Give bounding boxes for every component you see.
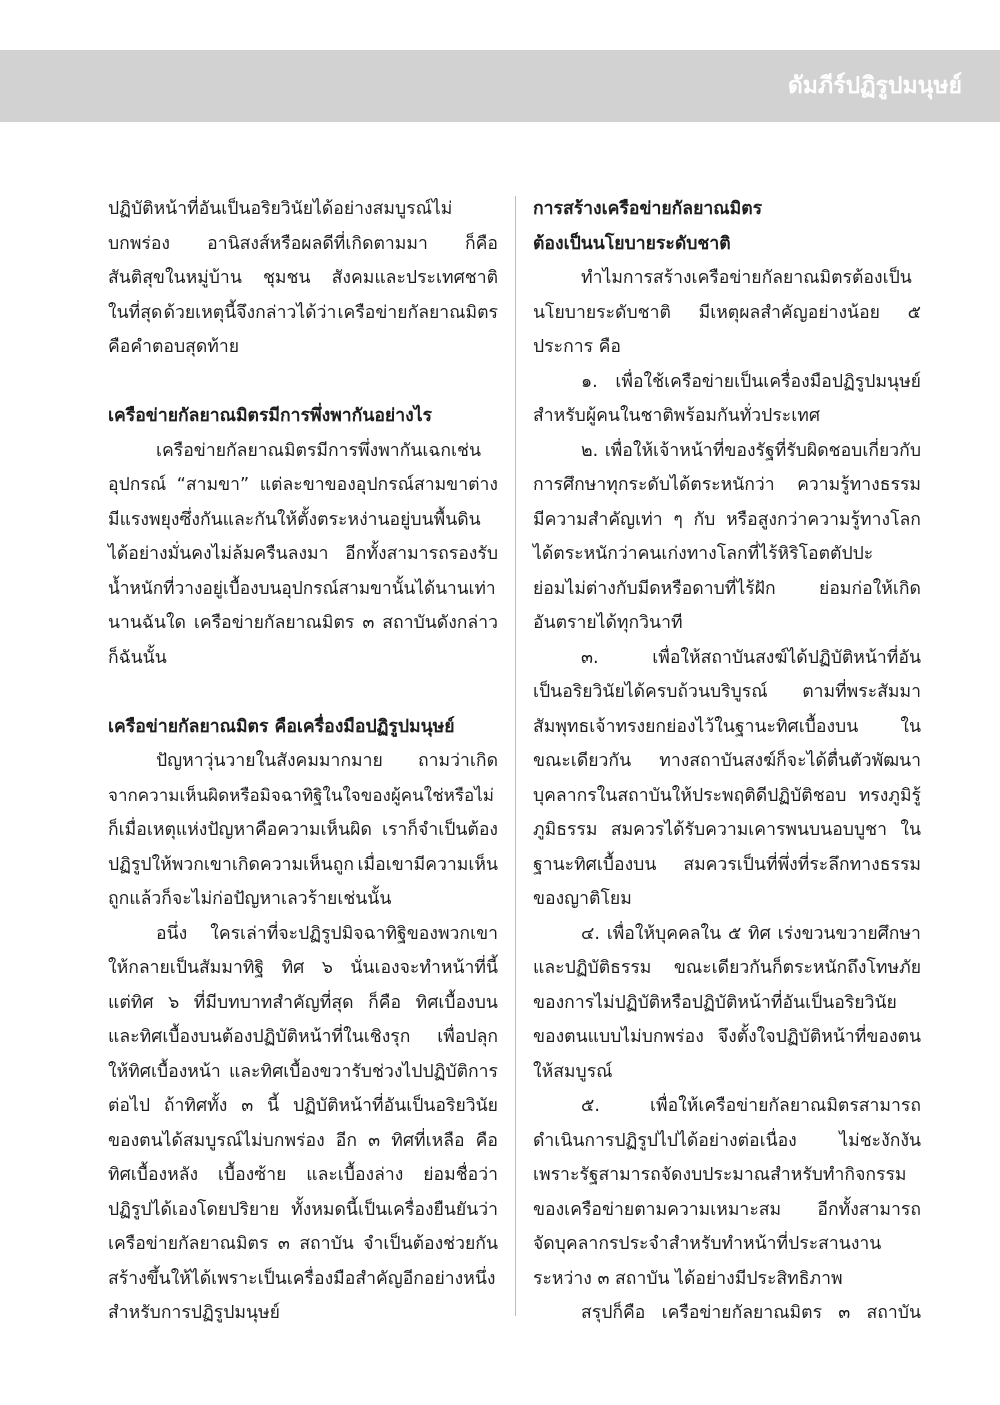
word: สัมพุทธเจ้าทรงยกย่องไว้ในฐานะทิศเบื้องบน [533,716,859,737]
word: ชุมชน [262,268,311,288]
right-column [533,192,921,1331]
text-line: สำหรับผู้คนในชาติพร้อมกันทั่วประเทศ [533,406,821,426]
word: ๓ [241,1096,254,1116]
text-line [533,365,921,400]
word: บุคลากรในสถาบันให้ประพฤติดีปฏิบัติชอบ [533,785,847,806]
word: ให้กลายเป็นสัมมาทิฐิ [108,958,265,978]
text-line [108,468,498,503]
word: ใครเล่าที่จะปฏิรูปมิจฉาทิฐิของพวกเขา [210,923,498,944]
text-line [533,779,921,814]
word: ๓ [277,1234,290,1254]
word: ด้วยเหตุนี้จึงกล่าวได้ว่า [163,302,337,323]
text-line [533,813,921,848]
word: นั่นเองจะทำหน้าที่นี้ [350,958,498,978]
text-line: ของญาติโยม [533,889,632,909]
column-divider [515,196,516,1316]
word: ที่มีบทบาทสำคัญที่สุด [193,992,354,1013]
word: สถาบัน [299,1234,354,1254]
text-line [533,296,921,331]
word: และทิศเบื้องบนต้องปฏิบัติหน้าที่ในเชิงรุก [108,1027,411,1047]
text-line: ก็ฉันนั้น [108,647,167,668]
text-line [533,1124,921,1159]
word: ทิศเบื้องบน [415,992,498,1013]
word: และเบื้องล่าง [306,1165,404,1185]
word: แต่ทิศ [108,992,154,1013]
word: ถามว่าเกิด [418,751,498,771]
text-line: อันตรายได้ทุกวินาที [533,613,683,633]
word: ๔. [581,923,600,944]
word: ของเครือข่ายตามความเหมาะสม [533,1199,782,1220]
word: ปฏิรูปให้พวกเขาเกิดความเห็นถูก [108,854,354,875]
word: กับ [693,509,716,530]
word: ของตนแบบไม่บกพร่อง [533,1027,704,1047]
word: ๕. [581,1096,600,1116]
word: ย่อมก่อให้เกิด [819,578,921,599]
text-line [533,1296,921,1331]
text-line [533,744,921,779]
text-line [108,296,498,331]
word: ทิศ [748,923,771,944]
word: ๕ [727,923,742,944]
text-line: คือคำตอบสุดท้าย [108,337,240,357]
text-line [108,537,498,572]
text-line [108,1193,498,1228]
word: ทิศ [281,958,305,978]
text-line: ประการ คือ [533,337,621,357]
word: อีกทั้งสามารถรองรับ [345,544,498,564]
word: ๕ [907,302,921,323]
paragraph-gap [108,365,498,400]
word: เพื่อปลุก [437,1027,498,1047]
text-line [108,1124,498,1159]
text-line [533,710,921,745]
word: ก็เมื่อเหตุแห่งปัญหาคือความเห็นผิด [108,820,372,840]
text-line [108,917,498,952]
word: นานฉันใด [108,613,186,633]
word: ขณะเดียวกันก็ตระหนักถึงโทษภัย [673,958,921,978]
word: การศึกษาทุกระดับได้ตระหนักว่า [533,475,775,495]
word: ปัญหาวุ่นวายในสังคมมากมาย [156,751,383,771]
word: ทิศเบื้องหลัง [108,1165,199,1185]
word: เครือข่ายกัลยาณมิตร [661,1303,823,1323]
text-line [108,227,498,262]
word: อุปกรณ์ [108,475,167,495]
word: ๓. [581,647,599,668]
paragraph-gap [108,675,498,710]
text-line [533,675,921,710]
word: ๑. [581,371,598,392]
text-line [533,1193,921,1228]
text-line [533,951,921,986]
word: เมื่อเขามีความเห็น [357,854,498,875]
word: ๓ [838,1303,851,1323]
word: ๓ [368,1130,381,1151]
word: ๆ [673,509,683,530]
word: ๖ [168,992,180,1013]
word: ๖ [321,958,333,978]
text-line: จากความเห็นผิดหรือมิจฉาทิฐิในใจของผู้คนใช่หรือไม่ [108,785,494,806]
word: เครือข่ายกัลยาณมิตร [337,302,498,323]
text-line: ให้สมบูรณ์ [533,1061,613,1082]
header-band [0,50,1000,122]
word: อานิสงส์หรือผลดีที่เกิดตามมา [207,233,428,254]
text-line [108,1227,498,1262]
section-heading: การสร้างเครือข่ายกัลยาณมิตร [533,199,763,219]
text-line [533,1089,921,1124]
word: ให้ทิศเบื้องหน้า [108,1061,221,1082]
word: เพื่อใช้เครือข่ายเป็นเครื่องมือปฏิรูปมนุษย์ [615,371,921,392]
word: “สามขา” [176,475,250,495]
section-heading: เครือข่ายกัลยาณมิตร คือเครื่องมือปฏิรูปมนุษย์ [108,716,455,737]
text-line [533,641,921,676]
section-heading: ต้องเป็นนโยบายระดับชาติ [533,233,731,254]
text-line: ได้ตระหนักว่าคนเก่งทางโลกที่ไร้หิริโอตตัปปะ [533,544,874,564]
text-line [108,1089,498,1124]
word: สันติสุขในหมู่บ้าน [108,268,242,288]
word: บกพร่อง [108,233,171,254]
word: เครือข่ายกัลยาณมิตร [193,613,355,633]
word: ทิศที่เหลือ [391,1130,465,1151]
text-line: จัดบุคลากรประจำสำหรับทำหน้าที่ประสานงาน [533,1234,882,1254]
text-line: ของการไม่ปฏิบัติหรือปฏิบัติหน้าที่อันเป็นอริยวินัย [533,992,897,1013]
word: สังคมและประเทศชาติ [331,268,498,288]
word: นี้ [267,1096,280,1116]
word: เพื่อให้เครือข่ายกัลยาณมิตรสามารถ [650,1096,921,1116]
word: ฐานะทิศเบื้องบน [533,854,657,875]
word: ใน [900,716,921,737]
word: มีความสำคัญเท่า [533,509,663,530]
word: จำเป็นต้องช่วยกัน [363,1234,498,1254]
text-line: เพราะรัฐสามารถจัดงบประมาณสำหรับทำกิจกรรม [533,1165,907,1185]
word: ใน [900,820,921,840]
text-line: สำหรับการปฏิรูปมนุษย์ [108,1303,280,1323]
word: ๓ [362,613,375,633]
word: และทิศเบื้องขวารับช่วงไปปฏิบัติการ [228,1061,498,1082]
text-line [533,434,921,469]
word: ตามที่พระสัมมา [802,682,921,702]
text-line [533,503,921,538]
text-line [108,1055,498,1090]
word: เครือข่ายกัลยาณมิตร [108,1234,269,1254]
word: สรุปก็คือ [581,1303,646,1323]
text-line: เครือข่ายกัลยาณมิตรมีการพึ่งพากันเฉกเช่น [156,440,481,461]
word: ต่อไป [108,1096,151,1116]
text-line [533,1020,921,1055]
word: เพื่อให้เจ้าหน้าที่ของรัฐที่รับผิดชอบเกี่ยวกับ [604,440,921,461]
word: จึงตั้งใจปฏิบัติหน้าที่ของตน [717,1027,921,1047]
word: แต่ละขาของอุปกรณ์สามขาต่าง [259,475,498,495]
text-line [108,951,498,986]
word: อนึ่ง [156,923,188,944]
word: อีก [335,1130,357,1151]
text-line [108,813,498,848]
text-line: สร้างขึ้นให้ได้เพราะเป็นเครื่องมือสำคัญอีกอย่างหนึ่ง [108,1268,496,1289]
section-heading: เครือข่ายกัลยาณมิตรมีการพึ่งพากันอย่างไร [108,406,432,426]
word: ไม่ชะงักงัน [839,1130,921,1151]
word: ทางสถาบันสงฆ์ก็จะได้ตื่นตัวพัฒนา [659,751,921,771]
word: ก็คือ [465,233,498,254]
text-line [108,848,498,883]
text-line [108,261,498,296]
word: ทั้งหมดนี้เป็นเครื่องยืนยันว่า [291,1199,498,1220]
text-line [108,1158,498,1193]
word: ภูมิธรรม [533,820,598,840]
word: มีเหตุผลสำคัญอย่างน้อย [698,302,880,323]
text-line [108,986,498,1021]
text-line [533,848,921,883]
text-line [108,606,498,641]
word: ปฏิบัติหน้าที่อันเป็นอริยวินัย [292,1096,498,1116]
word: และปฏิบัติธรรม [533,958,652,978]
word: ขณะเดียวกัน [533,751,632,771]
word: สถาบัน [866,1303,921,1323]
word: ๒. [581,440,599,461]
word: ปฏิรูปได้เองโดยปริยาย [108,1199,280,1220]
text-line [533,572,921,607]
text-line [533,468,921,503]
text-line: น้ำหนักที่วางอยู่เบื้องบนอุปกรณ์สามขานั้นได้นานเท่า [108,578,496,599]
word: ของตนได้สมบูรณ์ไม่บกพร่อง [108,1130,325,1151]
word: นโยบายระดับชาติ [533,302,671,323]
word: สมควรเป็นที่พึ่งที่ระลึกทางธรรม [683,854,921,875]
text-line: ปฏิบัติหน้าที่อันเป็นอริยวินัยได้อย่างสมบูรณ์ไม่ [108,199,453,219]
word: สมควรได้รับความเคารพนบนอบบูชา [610,820,887,840]
text-line [108,1020,498,1055]
text-line [108,744,498,779]
word: เร่งขวนขวายศึกษา [777,923,921,944]
text-line: มีแรงพยุงซึ่งกันและกันให้ตั้งตระหง่านอยู่บนพื้นดิน [108,509,481,530]
text-line: ทำไมการสร้างเครือข่ายกัลยาณมิตรต้องเป็น [581,268,912,288]
word: ในที่สุด [108,302,163,323]
word: ดำเนินการปฏิรูปไปได้อย่างต่อเนื่อง [533,1130,797,1151]
word: อีกทั้งสามารถ [817,1199,921,1220]
word: สถาบันดังกล่าว [382,613,498,633]
word: ได้อย่างมั่นคงไม่ล้มครืนลงมา [108,544,329,564]
word: เราก็จำเป็นต้อง [382,820,498,840]
text-line [533,917,921,952]
text-line: ถูกแล้วก็จะไม่ก่อปัญหาเลวร้ายเช่นนั้น [108,889,392,909]
word: คือ [475,1130,498,1151]
left-column [108,192,498,1331]
word: ทรงภูมิรู้ [858,785,921,806]
word: ก็คือ [368,992,402,1013]
text-line: ระหว่าง ๓ สถาบัน ได้อย่างมีประสิทธิภาพ [533,1268,843,1289]
word: ความรู้ทางธรรม [797,475,921,495]
running-header-title: ดัมภีร์ปฏิรูปมนุษย์ [787,73,962,99]
word: ถ้าทิศทั้ง [163,1096,228,1116]
word: เบื้องซ้าย [217,1165,287,1185]
word: ย่อมไม่ต่างกับมีดหรือดาบที่ไร้ฝัก [533,578,776,599]
word: หรือสูงกว่าความรู้ทางโลก [726,509,921,530]
word: ย่อมชื่อว่า [423,1165,498,1185]
word: เพื่อให้สถาบันสงฆ์ได้ปฏิบัติหน้าที่อัน [652,647,921,668]
word: เป็นอริยวินัยได้ครบถ้วนบริบูรณ์ [533,682,768,702]
word: เพื่อให้บุคคลใน [606,923,722,944]
